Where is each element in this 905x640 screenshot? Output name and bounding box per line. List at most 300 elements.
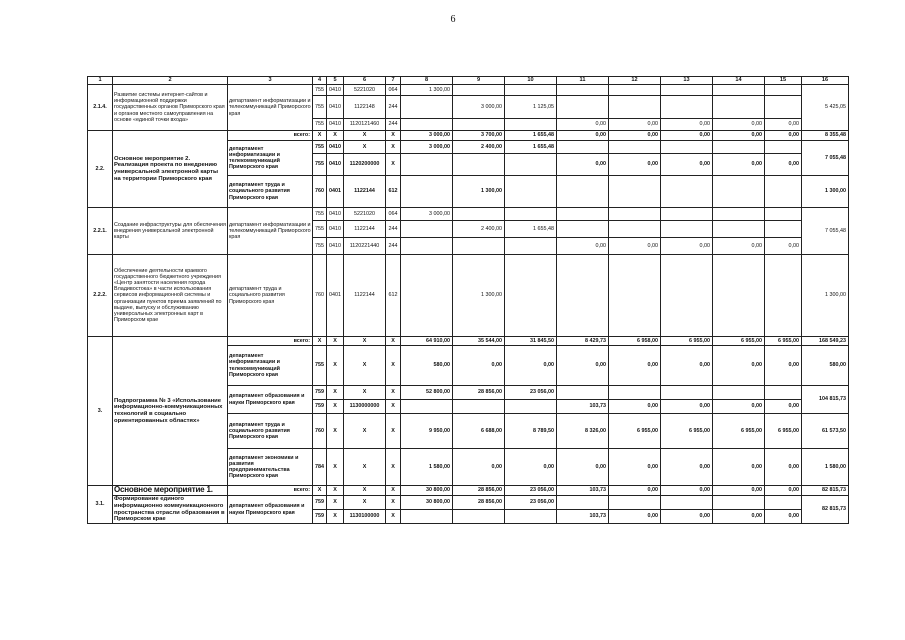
cell-value: 0,00	[609, 154, 661, 176]
cell-empty	[713, 255, 765, 337]
cell-value	[609, 208, 661, 221]
cell-value: 103,73	[557, 510, 609, 524]
cell-value: 0,00	[609, 119, 661, 131]
cell-value	[661, 221, 713, 238]
cell-value: 8 429,73	[557, 337, 609, 346]
cell-grbs: 759	[313, 400, 327, 414]
cell-rzpr: 0410	[327, 96, 344, 119]
cell-vr: X	[386, 131, 401, 141]
cell-value: 0,00	[661, 238, 713, 255]
cell-empty	[609, 496, 661, 510]
cell-value: 31 845,50	[505, 337, 557, 346]
cell-total: 1 300,00	[802, 255, 849, 337]
cell-value	[401, 96, 453, 119]
cell-value	[557, 85, 609, 96]
cell-value	[401, 221, 453, 238]
cell-value: 0,00	[557, 154, 609, 176]
cell-value: 6 958,00	[609, 337, 661, 346]
cell-empty	[609, 386, 661, 400]
header-cell: 14	[713, 77, 765, 85]
activity-title: Основное мероприятие 1.	[113, 486, 228, 496]
cell-empty	[765, 386, 802, 400]
cell-rzpr: 0401	[327, 176, 344, 208]
cell-total: 1 300,00	[802, 176, 849, 208]
cell-grbs: 760	[313, 255, 327, 337]
cell-total: 104 815,73	[802, 386, 849, 414]
cell-value	[765, 208, 802, 221]
header-cell: 3	[228, 77, 313, 85]
activity-name: Развитие системы интернет-сайтов и информационной поддержки государственных органов Приморского края и органов местного самоуправления на основе «единой точки входа»	[113, 85, 228, 131]
cell-value: 1 300,00	[453, 176, 505, 208]
cell-value: 0,00	[557, 131, 609, 141]
table-row	[88, 337, 849, 346]
cell-value	[765, 96, 802, 119]
cell-empty	[453, 510, 505, 524]
cell-value: 6 955,00	[765, 337, 802, 346]
cell-value	[505, 238, 557, 255]
cell-csr: 1130100000	[344, 510, 386, 524]
cell-value: 23 056,00	[505, 486, 557, 496]
cell-grbs: 755	[313, 119, 327, 131]
cell-total: 82 815,73	[802, 486, 849, 496]
cell-value: 1 300,00	[401, 85, 453, 96]
cell-value: 6 955,00	[609, 414, 661, 449]
cell-value: 28 856,00	[453, 386, 505, 400]
department: департамент информатизации и телекоммуникаций Приморского края	[228, 346, 313, 386]
cell-vr: 244	[386, 96, 401, 119]
cell-value: 0,00	[713, 238, 765, 255]
header-cell: 9	[453, 77, 505, 85]
cell-value: 0,00	[713, 449, 765, 486]
table-row	[88, 85, 849, 96]
cell-empty	[661, 255, 713, 337]
cell-value	[765, 85, 802, 96]
row-code: 2.2.	[88, 131, 113, 208]
header-cell: 5	[327, 77, 344, 85]
activity-name: Подпрограмма № 3 «Использование информационно-коммуникационных технологий в социально ориентированных областях»	[113, 337, 228, 486]
total-label: всего:	[228, 131, 313, 141]
cell-value: 6 955,00	[661, 414, 713, 449]
cell-grbs: 755	[313, 221, 327, 238]
cell-value: 0,00	[765, 238, 802, 255]
cell-empty	[765, 176, 802, 208]
cell-empty	[661, 141, 713, 154]
cell-value: 0,00	[557, 238, 609, 255]
cell-total: 168 549,23	[802, 337, 849, 346]
cell-empty	[713, 386, 765, 400]
cell-csr: X	[344, 141, 386, 154]
cell-empty	[765, 496, 802, 510]
cell-grbs: 760	[313, 414, 327, 449]
cell-rzpr: X	[327, 400, 344, 414]
header-cell: 7	[386, 77, 401, 85]
cell-empty	[557, 496, 609, 510]
cell-csr: 1120200000	[344, 154, 386, 176]
cell-grbs: 755	[313, 238, 327, 255]
header-cell: 2	[113, 77, 228, 85]
cell-value: 0,00	[609, 486, 661, 496]
cell-value	[505, 119, 557, 131]
cell-value: 0,00	[765, 510, 802, 524]
cell-grbs: 755	[313, 208, 327, 221]
cell-rzpr: 0401	[327, 255, 344, 337]
cell-value	[557, 221, 609, 238]
cell-csr: 1120221440	[344, 238, 386, 255]
cell-empty	[609, 255, 661, 337]
cell-empty	[401, 176, 453, 208]
cell-value: 0,00	[609, 449, 661, 486]
cell-empty	[401, 400, 453, 414]
table-row	[88, 255, 849, 337]
cell-csr: X	[344, 337, 386, 346]
cell-csr: 1122144	[344, 255, 386, 337]
cell-empty	[557, 176, 609, 208]
cell-empty	[505, 176, 557, 208]
cell-rzpr: X	[327, 337, 344, 346]
cell-value: 35 544,00	[453, 337, 505, 346]
department: департамент труда и социального развития Приморского края	[228, 176, 313, 208]
header-cell: 15	[765, 77, 802, 85]
cell-rzpr: 0410	[327, 141, 344, 154]
row-code: 2.1.4.	[88, 85, 113, 131]
cell-vr: X	[386, 154, 401, 176]
cell-grbs: 755	[313, 85, 327, 96]
cell-value	[661, 85, 713, 96]
cell-empty	[765, 141, 802, 154]
cell-value	[713, 208, 765, 221]
cell-csr: 1122144	[344, 221, 386, 238]
cell-value	[453, 85, 505, 96]
department: департамент информатизации и телекоммуникаций Приморского края	[228, 208, 313, 255]
cell-rzpr: X	[327, 486, 344, 496]
cell-empty	[557, 386, 609, 400]
header-cell: 16	[802, 77, 849, 85]
budget-table	[87, 76, 849, 524]
cell-value	[505, 208, 557, 221]
header-cell: 4	[313, 77, 327, 85]
cell-total: 7 055,48	[802, 208, 849, 255]
cell-total: 5 425,05	[802, 85, 849, 131]
cell-empty	[505, 400, 557, 414]
cell-grbs: X	[313, 337, 327, 346]
cell-value: 0,00	[557, 449, 609, 486]
cell-value	[609, 85, 661, 96]
cell-vr: 244	[386, 119, 401, 131]
cell-empty	[557, 141, 609, 154]
cell-value: 0,00	[713, 154, 765, 176]
cell-total: 8 355,48	[802, 131, 849, 141]
cell-rzpr: X	[327, 496, 344, 510]
cell-grbs: X	[313, 131, 327, 141]
cell-value: 0,00	[505, 346, 557, 386]
cell-value: 0,00	[765, 131, 802, 141]
cell-csr: 5221020	[344, 85, 386, 96]
cell-vr: 612	[386, 176, 401, 208]
cell-value: 0,00	[713, 131, 765, 141]
cell-value	[401, 119, 453, 131]
cell-value: 0,00	[453, 449, 505, 486]
cell-vr: 064	[386, 85, 401, 96]
cell-value: 0,00	[609, 346, 661, 386]
cell-rzpr: X	[327, 346, 344, 386]
department: департамент информатизации и телекоммуникаций Приморского края	[228, 85, 313, 131]
cell-grbs: 759	[313, 386, 327, 400]
cell-value	[557, 208, 609, 221]
cell-value: 0,00	[713, 346, 765, 386]
header-row	[88, 77, 849, 85]
activity-name: Обеспечение деятельности краевого государственного бюджетного учреждения «Центр занятости населения города Владивостока» в части использования сервисов информационной системы и организации пунктов приема заявлений по выдаче, выпуску и обслуживанию универсальных электронных карт в Приморском крае	[113, 255, 228, 337]
cell-value: 1 300,00	[453, 255, 505, 337]
cell-rzpr: 0410	[327, 208, 344, 221]
row-code: 3.	[88, 337, 113, 486]
cell-csr: 5221020	[344, 208, 386, 221]
cell-rzpr: X	[327, 449, 344, 486]
cell-vr: X	[386, 141, 401, 154]
row-code: 2.2.1.	[88, 208, 113, 255]
cell-grbs: 755	[313, 154, 327, 176]
cell-value: 2 400,00	[453, 221, 505, 238]
cell-empty	[453, 400, 505, 414]
activity-name: Основное мероприятие 2. Реализация проекта по внедрению универсальной электронной карты на территории Приморского края	[113, 131, 228, 208]
cell-vr: X	[386, 510, 401, 524]
cell-value: 0,00	[765, 449, 802, 486]
cell-value: 3 000,00	[401, 141, 453, 154]
cell-rzpr: X	[327, 414, 344, 449]
cell-value	[453, 208, 505, 221]
cell-value: 23 056,00	[505, 496, 557, 510]
cell-rzpr: 0410	[327, 238, 344, 255]
cell-csr: 1122148	[344, 96, 386, 119]
cell-grbs: 759	[313, 510, 327, 524]
cell-value: 1 580,00	[401, 449, 453, 486]
cell-vr: X	[386, 337, 401, 346]
activity-name: Формирование единого информационно коммуникационного пространства отрасли образования в Приморском крае	[113, 496, 228, 524]
cell-value	[661, 96, 713, 119]
cell-value: 0,00	[661, 486, 713, 496]
cell-value: 6 955,00	[713, 414, 765, 449]
cell-csr: X	[344, 131, 386, 141]
cell-value: 0,00	[661, 346, 713, 386]
cell-value: 0,00	[765, 400, 802, 414]
cell-value	[713, 221, 765, 238]
cell-value: 30 800,00	[401, 496, 453, 510]
total-label: всего:	[228, 337, 313, 346]
cell-empty	[401, 510, 453, 524]
table-row	[88, 208, 849, 221]
cell-value: 2 400,00	[453, 141, 505, 154]
cell-empty	[401, 255, 453, 337]
cell-value: 1 125,05	[505, 96, 557, 119]
cell-value	[713, 85, 765, 96]
cell-value: 1 655,48	[505, 221, 557, 238]
cell-empty	[765, 255, 802, 337]
header-cell: 11	[557, 77, 609, 85]
cell-value	[713, 96, 765, 119]
cell-value: 3 000,00	[401, 208, 453, 221]
row-code: 3.1.	[88, 486, 113, 524]
cell-grbs: 784	[313, 449, 327, 486]
cell-total: 580,00	[802, 346, 849, 386]
cell-value: 23 056,00	[505, 386, 557, 400]
cell-value: 0,00	[713, 400, 765, 414]
cell-value: 1 655,48	[505, 141, 557, 154]
cell-vr: 612	[386, 255, 401, 337]
cell-rzpr: X	[327, 131, 344, 141]
cell-value: 8 789,50	[505, 414, 557, 449]
cell-empty	[713, 176, 765, 208]
cell-value: 103,73	[557, 486, 609, 496]
cell-vr: 244	[386, 238, 401, 255]
cell-empty	[401, 154, 453, 176]
cell-value	[453, 238, 505, 255]
cell-value: 28 856,00	[453, 486, 505, 496]
department: департамент труда и социального развития Приморского края	[228, 414, 313, 449]
total-label: всего:	[228, 486, 313, 496]
cell-value: 0,00	[661, 510, 713, 524]
department: департамент образования и науки Приморского края	[228, 386, 313, 414]
table-row	[88, 496, 849, 510]
cell-rzpr: X	[327, 386, 344, 400]
department: департамент информатизации и телекоммуникаций Приморского края	[228, 141, 313, 176]
cell-value	[609, 96, 661, 119]
cell-csr: X	[344, 346, 386, 386]
cell-total: 61 573,50	[802, 414, 849, 449]
cell-vr: X	[386, 486, 401, 496]
cell-value	[661, 208, 713, 221]
cell-total: 82 815,73	[802, 496, 849, 524]
cell-empty	[713, 141, 765, 154]
cell-total: 1 580,00	[802, 449, 849, 486]
cell-rzpr: 0410	[327, 154, 344, 176]
cell-value: 3 700,00	[453, 131, 505, 141]
table-row	[88, 486, 849, 496]
cell-value: 64 910,00	[401, 337, 453, 346]
cell-empty	[713, 496, 765, 510]
cell-value: 6 955,00	[713, 337, 765, 346]
cell-vr: 064	[386, 208, 401, 221]
cell-value: 0,00	[609, 131, 661, 141]
department: департамент образования и науки Приморского края	[228, 496, 313, 524]
cell-grbs: 759	[313, 496, 327, 510]
cell-value: 0,00	[609, 510, 661, 524]
cell-value: 0,00	[765, 119, 802, 131]
cell-value: 0,00	[765, 346, 802, 386]
header-cell: 6	[344, 77, 386, 85]
cell-empty	[505, 255, 557, 337]
cell-grbs: X	[313, 486, 327, 496]
cell-csr: X	[344, 496, 386, 510]
cell-value: 0,00	[557, 119, 609, 131]
cell-vr: X	[386, 346, 401, 386]
cell-empty	[505, 154, 557, 176]
cell-value: 3 000,00	[401, 131, 453, 141]
cell-value: 0,00	[765, 486, 802, 496]
cell-value	[453, 119, 505, 131]
cell-value	[401, 238, 453, 255]
cell-value: 6 688,00	[453, 414, 505, 449]
cell-value	[765, 221, 802, 238]
cell-rzpr: 0410	[327, 85, 344, 96]
cell-rzpr: X	[327, 510, 344, 524]
cell-value: 0,00	[453, 346, 505, 386]
cell-csr: 1130000000	[344, 400, 386, 414]
cell-value: 0,00	[661, 131, 713, 141]
cell-vr: X	[386, 414, 401, 449]
header-cell: 8	[401, 77, 453, 85]
cell-empty	[661, 386, 713, 400]
cell-value: 6 955,00	[661, 337, 713, 346]
cell-empty	[453, 154, 505, 176]
cell-value: 9 950,00	[401, 414, 453, 449]
cell-value: 8 326,00	[557, 414, 609, 449]
cell-value: 6 955,00	[765, 414, 802, 449]
cell-value: 0,00	[661, 449, 713, 486]
header-cell: 12	[609, 77, 661, 85]
cell-csr: X	[344, 449, 386, 486]
cell-grbs: 755	[313, 141, 327, 154]
header-cell: 1	[88, 77, 113, 85]
cell-value: 0,00	[609, 238, 661, 255]
page-number: 6	[450, 14, 456, 25]
cell-value: 0,00	[661, 400, 713, 414]
cell-vr: X	[386, 386, 401, 400]
cell-empty	[609, 141, 661, 154]
cell-csr: 1120121460	[344, 119, 386, 131]
cell-grbs: 760	[313, 176, 327, 208]
cell-value: 0,00	[661, 119, 713, 131]
cell-rzpr: 0410	[327, 221, 344, 238]
cell-value: 0,00	[765, 154, 802, 176]
table-row	[88, 131, 849, 141]
cell-empty	[661, 496, 713, 510]
cell-csr: X	[344, 386, 386, 400]
cell-vr: X	[386, 496, 401, 510]
activity-name: Создание инфраструктуры для обеспечения внедрения универсальной электронной карты	[113, 208, 228, 255]
cell-grbs: 755	[313, 346, 327, 386]
cell-rzpr: 0410	[327, 119, 344, 131]
cell-grbs: 755	[313, 96, 327, 119]
cell-value: 0,00	[557, 346, 609, 386]
cell-value	[557, 96, 609, 119]
cell-value	[609, 221, 661, 238]
department: департамент экономики и развития предпринимательства Приморского края	[228, 449, 313, 486]
cell-empty	[557, 255, 609, 337]
cell-vr: X	[386, 449, 401, 486]
cell-value: 0,00	[713, 486, 765, 496]
cell-empty	[505, 510, 557, 524]
cell-value: 30 800,00	[401, 486, 453, 496]
cell-value: 0,00	[609, 400, 661, 414]
cell-empty	[661, 176, 713, 208]
department: департамент труда и социального развития Приморского края	[228, 255, 313, 337]
header-cell: 13	[661, 77, 713, 85]
cell-value: 3 000,00	[453, 96, 505, 119]
cell-value: 28 856,00	[453, 496, 505, 510]
cell-value: 0,00	[713, 510, 765, 524]
cell-value: 52 800,00	[401, 386, 453, 400]
cell-total: 7 055,48	[802, 141, 849, 176]
cell-value: 0,00	[505, 449, 557, 486]
cell-value	[505, 85, 557, 96]
header-cell: 10	[505, 77, 557, 85]
cell-value: 103,73	[557, 400, 609, 414]
cell-csr: X	[344, 486, 386, 496]
cell-value: 0,00	[713, 119, 765, 131]
cell-value: 580,00	[401, 346, 453, 386]
cell-csr: X	[344, 414, 386, 449]
cell-vr: X	[386, 400, 401, 414]
cell-empty	[609, 176, 661, 208]
